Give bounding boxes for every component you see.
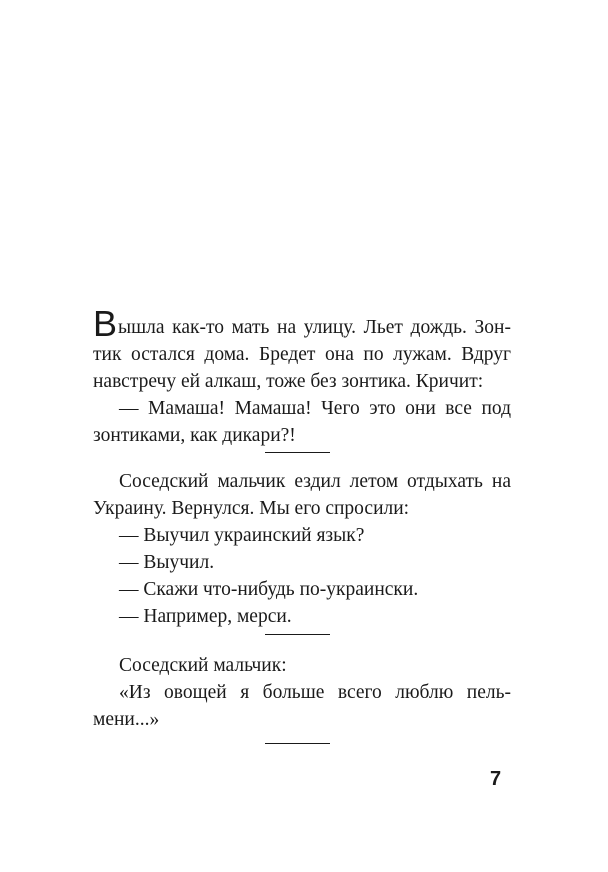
drop-cap: В xyxy=(93,303,118,344)
story-1-line-5: зонтиками, как дикари?! xyxy=(93,425,296,446)
page-number: 7 xyxy=(490,768,502,790)
story-1-line-1: Вышла как-то мать на улицу. Льет дождь. Зон- xyxy=(93,303,511,344)
story-2-line-4: — Выучил. xyxy=(119,552,215,573)
story-1-line-3: навстречу ей алкаш, тоже без зонтика. Кричит: xyxy=(93,371,484,392)
section-divider-1 xyxy=(265,452,330,453)
story-2-line-1: Соседский мальчик ездил летом отдыхать на xyxy=(119,471,511,492)
story-1-line-4: — Мамаша! Мамаша! Чего это они все под xyxy=(119,398,511,419)
story-2-line-2: Украину. Вернулся. Мы его спросили: xyxy=(93,498,410,519)
story-2-line-5: — Скажи что-нибудь по-украински. xyxy=(119,579,419,600)
story-1 xyxy=(93,303,511,449)
section-divider-2 xyxy=(265,634,330,635)
story-3-line-1: Соседский мальчик: xyxy=(119,655,287,676)
story-2-line-3: — Выучил украинский язык? xyxy=(119,525,365,546)
story-2 xyxy=(93,468,511,630)
story-2-line-6: — Например, мерси. xyxy=(119,606,292,627)
story-1-line-2: тик остался дома. Бредет она по лужам. Вдруг xyxy=(93,344,511,365)
story-3-line-2: «Из овощей я больше всего люблю пель- xyxy=(119,682,511,703)
section-divider-3 xyxy=(265,743,330,744)
story-3-line-3: мени...» xyxy=(93,709,160,730)
story-3 xyxy=(93,652,511,733)
